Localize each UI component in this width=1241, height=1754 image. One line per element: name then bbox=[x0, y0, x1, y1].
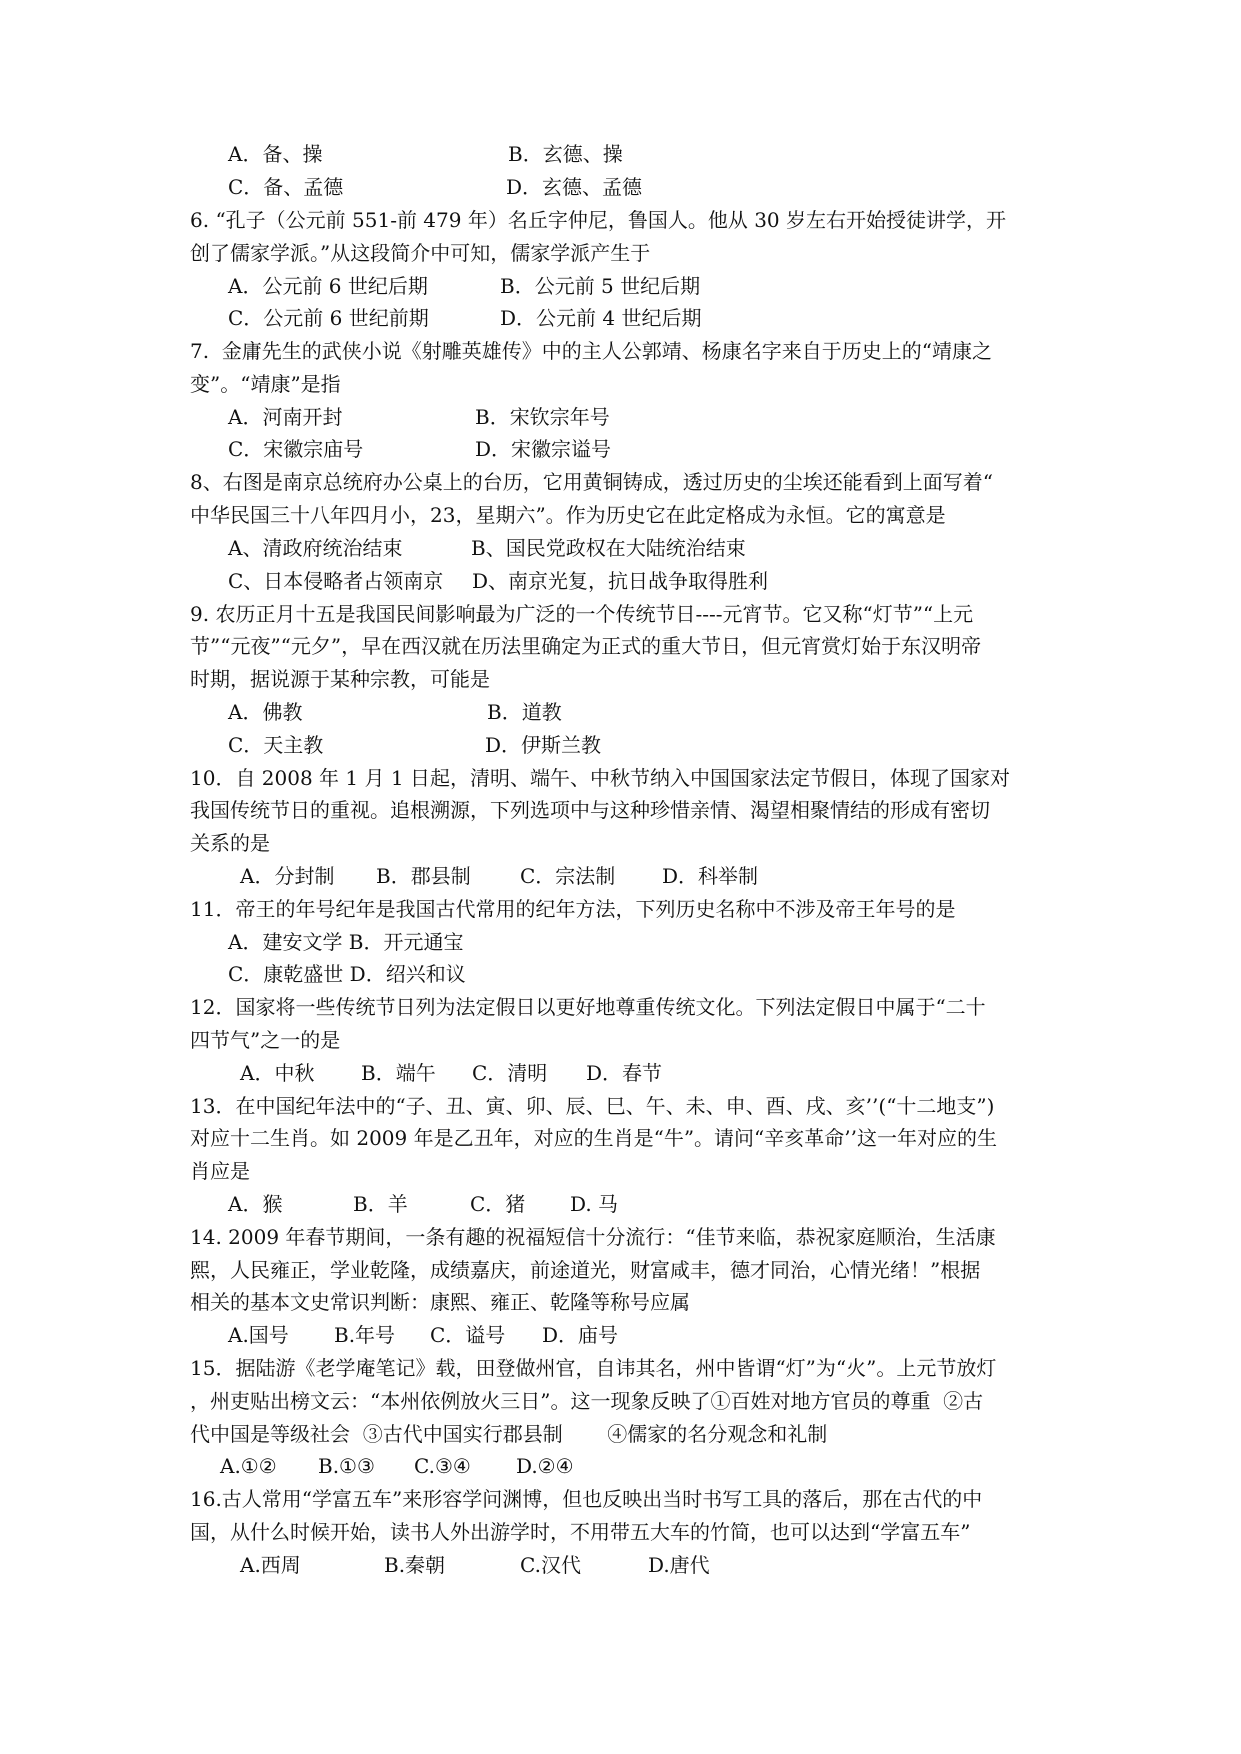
answer-option: A．河南开封 bbox=[228, 405, 343, 429]
answer-option: B.秦朝 bbox=[384, 1553, 446, 1577]
question-text: 12．国家将一些传统节日列为法定假日以更好地尊重传统文化。下列法定假日中属于“二十 bbox=[190, 995, 986, 1019]
question-text: 熙，人民雍正，学业乾隆，成绩嘉庆，前途道光，财富咸丰，德才同治，心情光绪！”根据 bbox=[190, 1258, 981, 1282]
answer-option: C．康乾盛世 D．绍兴和议 bbox=[228, 962, 466, 986]
answer-option: C．天主教 bbox=[228, 733, 324, 757]
question-text: 创了儒家学派。”从这段简介中可知，儒家学派产生于 bbox=[190, 241, 651, 265]
question-text: 节”“元夜”“元夕”，早在西汉就在历法里确定为正式的重大节日，但元宵赏灯始于东汉明帝 bbox=[190, 634, 982, 658]
answer-option: D．宋徽宗谥号 bbox=[475, 437, 612, 461]
answer-option: B、国民党政权在大陆统治结束 bbox=[471, 536, 746, 560]
answer-option: C、日本侵略者占领南京 bbox=[228, 569, 444, 593]
answer-option: D．公元前 4 世纪后期 bbox=[500, 306, 702, 330]
answer-option: D．春节 bbox=[586, 1061, 663, 1085]
answer-option: C．备、孟德 bbox=[228, 175, 344, 199]
question-text: 14. 2009 年春节期间，一条有趣的祝福短信十分流行：“佳节来临，恭祝家庭顺治，生活康 bbox=[190, 1225, 996, 1249]
answer-option: B.年号 bbox=[334, 1323, 396, 1347]
answer-option: A.西周 bbox=[240, 1553, 301, 1577]
question-text: 变”。“靖康”是指 bbox=[190, 372, 341, 396]
answer-option: B．羊 bbox=[353, 1192, 408, 1216]
answer-option: A．建安文学 B．开元通宝 bbox=[228, 930, 464, 954]
question-text: 中华民国三十八年四月小，23，星期六”。作为历史它在此定格成为永恒。它的寓意是 bbox=[190, 503, 946, 527]
answer-option: D、南京光复，抗日战争取得胜利 bbox=[472, 569, 769, 593]
question-text: 相关的基本文史常识判断：康熙、雍正、乾隆等称号应属 bbox=[190, 1290, 690, 1314]
question-text: ，州吏贴出榜文云：“本州依例放火三日”。这一现象反映了①百姓对地方官员的尊重 ②古 bbox=[190, 1389, 984, 1413]
answer-option: B．郡县制 bbox=[376, 864, 471, 888]
answer-option: B．玄德、操 bbox=[508, 142, 623, 166]
answer-option: D．伊斯兰教 bbox=[485, 733, 602, 757]
question-text: 13．在中国纪年法中的“子、丑、寅、卯、辰、巳、午、未、申、酉、戌、亥’’(“十二地支”) bbox=[190, 1094, 995, 1118]
question-text: 肖应是 bbox=[190, 1159, 250, 1183]
answer-option: B．道教 bbox=[487, 700, 562, 724]
question-text: 对应十二生肖。如 2009 年是乙丑年，对应的生肖是“牛”。请问“辛亥革命’’这一年对应的生 bbox=[190, 1126, 998, 1150]
question-text: 时期，据说源于某种宗教，可能是 bbox=[190, 667, 490, 691]
answer-option: A．分封制 bbox=[240, 864, 335, 888]
answer-option: C.汉代 bbox=[520, 1553, 581, 1577]
answer-option: D．玄德、孟德 bbox=[506, 175, 643, 199]
answer-option: A．猴 bbox=[228, 1192, 283, 1216]
answer-option: B．宋钦宗年号 bbox=[475, 405, 610, 429]
question-text: 9. 农历正月十五是我国民间影响最为广泛的一个传统节日----元宵节。它又称“灯节”“上元 bbox=[190, 602, 974, 626]
answer-option: A．备、操 bbox=[228, 142, 323, 166]
question-text: 10．自 2008 年 1 月 1 日起，清明、端午、中秋节纳入中国国家法定节假日，体现了国家对 bbox=[190, 766, 1010, 790]
answer-option: A.国号 bbox=[228, 1323, 289, 1347]
question-text: 8、右图是南京总统府办公桌上的台历，它用黄铜铸成，透过历史的尘埃还能看到上面写着“ bbox=[190, 470, 993, 494]
question-text: 6. “孔子（公元前 551-前 479 年）名丘字仲尼，鲁国人。他从 30 岁左右开始授徒讲学，开 bbox=[190, 208, 1007, 232]
answer-option: D.唐代 bbox=[648, 1553, 710, 1577]
question-text: 我国传统节日的重视。追根溯源，下列选项中与这种珍惜亲情、渴望相聚情结的形成有密切 bbox=[190, 798, 990, 822]
answer-option: B．端午 bbox=[361, 1061, 436, 1085]
answer-option: A．佛教 bbox=[228, 700, 303, 724]
answer-option: C．宗法制 bbox=[520, 864, 616, 888]
question-text: 11．帝王的年号纪年是我国古代常用的纪年方法，下列历史名称中不涉及帝王年号的是 bbox=[190, 897, 956, 921]
answer-option: A、清政府统治结束 bbox=[228, 536, 403, 560]
answer-option: D. 马 bbox=[570, 1192, 619, 1216]
question-text: 关系的是 bbox=[190, 831, 270, 855]
answer-option: A.①② bbox=[220, 1454, 277, 1478]
answer-option: C．公元前 6 世纪前期 bbox=[228, 306, 429, 330]
question-text: 四节气”之一的是 bbox=[190, 1028, 341, 1052]
question-text: 15．据陆游《老学庵笔记》载，田登做州官，自讳其名，州中皆谓“灯”为“火”。上元节放灯 bbox=[190, 1356, 997, 1380]
question-text: 国，从什么时候开始，读书人外出游学时，不用带五大车的竹简，也可以达到“学富五车” bbox=[190, 1520, 971, 1544]
answer-option: C.③④ bbox=[414, 1454, 471, 1478]
answer-option: D.②④ bbox=[516, 1454, 574, 1478]
answer-option: A．中秋 bbox=[240, 1061, 315, 1085]
answer-option: C．宋徽宗庙号 bbox=[228, 437, 364, 461]
answer-option: D．科举制 bbox=[662, 864, 759, 888]
answer-option: C．猪 bbox=[470, 1192, 526, 1216]
answer-option: B．公元前 5 世纪后期 bbox=[500, 274, 701, 298]
question-text: 代中国是等级社会 ③古代中国实行郡县制 ④儒家的名分观念和礼制 bbox=[190, 1422, 828, 1446]
answer-option: B.①③ bbox=[318, 1454, 375, 1478]
question-text: 7. 金庸先生的武侠小说《射雕英雄传》中的主人公郭靖、杨康名字来自于历史上的“靖康之 bbox=[190, 339, 993, 363]
question-text: 16.古人常用“学富五车”来形容学问渊博，但也反映出当时书写工具的落后，那在古代的中 bbox=[190, 1487, 983, 1511]
answer-option: D．庙号 bbox=[542, 1323, 619, 1347]
answer-option: C．谥号 bbox=[430, 1323, 506, 1347]
answer-option: A．公元前 6 世纪后期 bbox=[228, 274, 428, 298]
answer-option: C．清明 bbox=[472, 1061, 548, 1085]
